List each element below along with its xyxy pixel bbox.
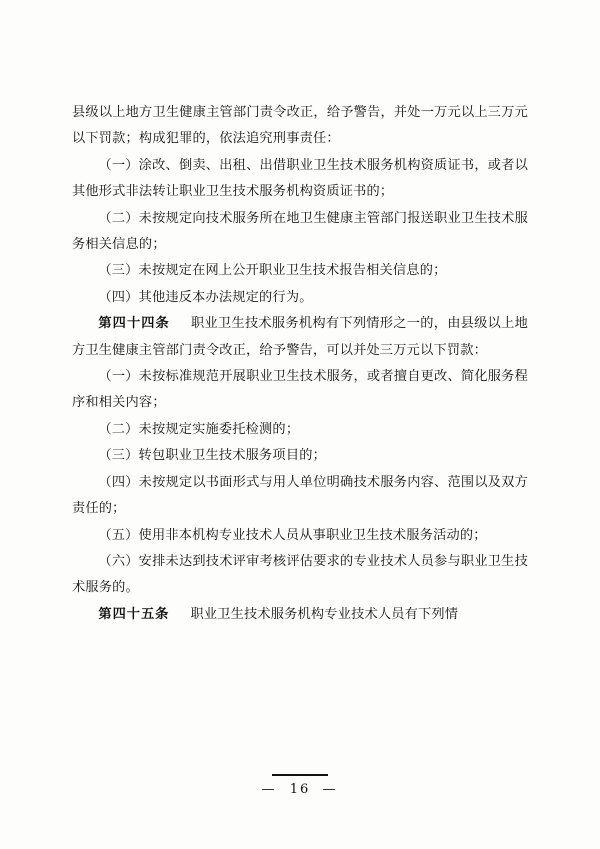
article-44-list-item-2: （二）未按规定实施委托检测的； — [98, 421, 300, 437]
page-number-value: 16 — [289, 782, 311, 797]
list-item-2: （二）未按规定向技术服务所在地卫生健康主管部门报送职业卫生技术服务相关信息的； — [72, 210, 528, 253]
article-44-list-item-4: （四）未按规定以书面形式与用人单位明确技术服务内容、范围以及双方责任的； — [72, 474, 528, 517]
article-44-list-item-3: （三）转包职业卫生技术服务项目的； — [98, 448, 326, 464]
article-44-list-item-6: （六）安排未达到技术评审考核评估要求的专业技术人员参与职业卫生技术服务的。 — [72, 553, 528, 596]
page-footer — [0, 774, 600, 797]
paragraph-penalty-intro: 县级以上地方卫生健康主管部门责令改正，给予警告，并处一万元以上三万元以下罚款；构成犯罪的，依法追究刑事责任： — [72, 105, 528, 147]
page-number-dash-right: — — [322, 782, 339, 797]
footer-rule — [272, 774, 328, 776]
page-number — [0, 782, 600, 797]
article-45-text: 职业卫生技术服务机构专业技术人员有下列情 — [190, 606, 459, 622]
article-45-number: 第四十五条 — [98, 606, 170, 622]
article-44 — [72, 311, 528, 364]
article-44-text: 职业卫生技术服务机构有下列情形之一的，由县级以上地方卫生健康主管部门责令改正，给予警告，可以并处三万元以下罚款： — [72, 316, 529, 358]
list-item-4: （四）其他违反本办法规定的行为。 — [98, 289, 313, 305]
list-item-3: （三）未按规定在网上公开职业卫生技术报告相关信息的； — [98, 263, 447, 279]
article-44-list-item-5: （五）使用非本机构专业技术人员从事职业卫生技术服务活动的； — [98, 527, 487, 543]
article-44-list-item-1: （一）未按标准规范开展职业卫生技术服务，或者擅自更改、简化服务程序和相关内容； — [72, 369, 528, 411]
article-44-number: 第四十四条 — [98, 316, 170, 332]
document-body — [72, 100, 528, 628]
list-item-1: （一）涂改、倒卖、出租、出借职业卫生技术服务机构资质证书，或者以其他形式非法转让职业卫生技术服务机构资质证书的； — [72, 157, 528, 200]
page-number-dash-left: — — [261, 782, 278, 797]
article-45 — [72, 602, 528, 628]
